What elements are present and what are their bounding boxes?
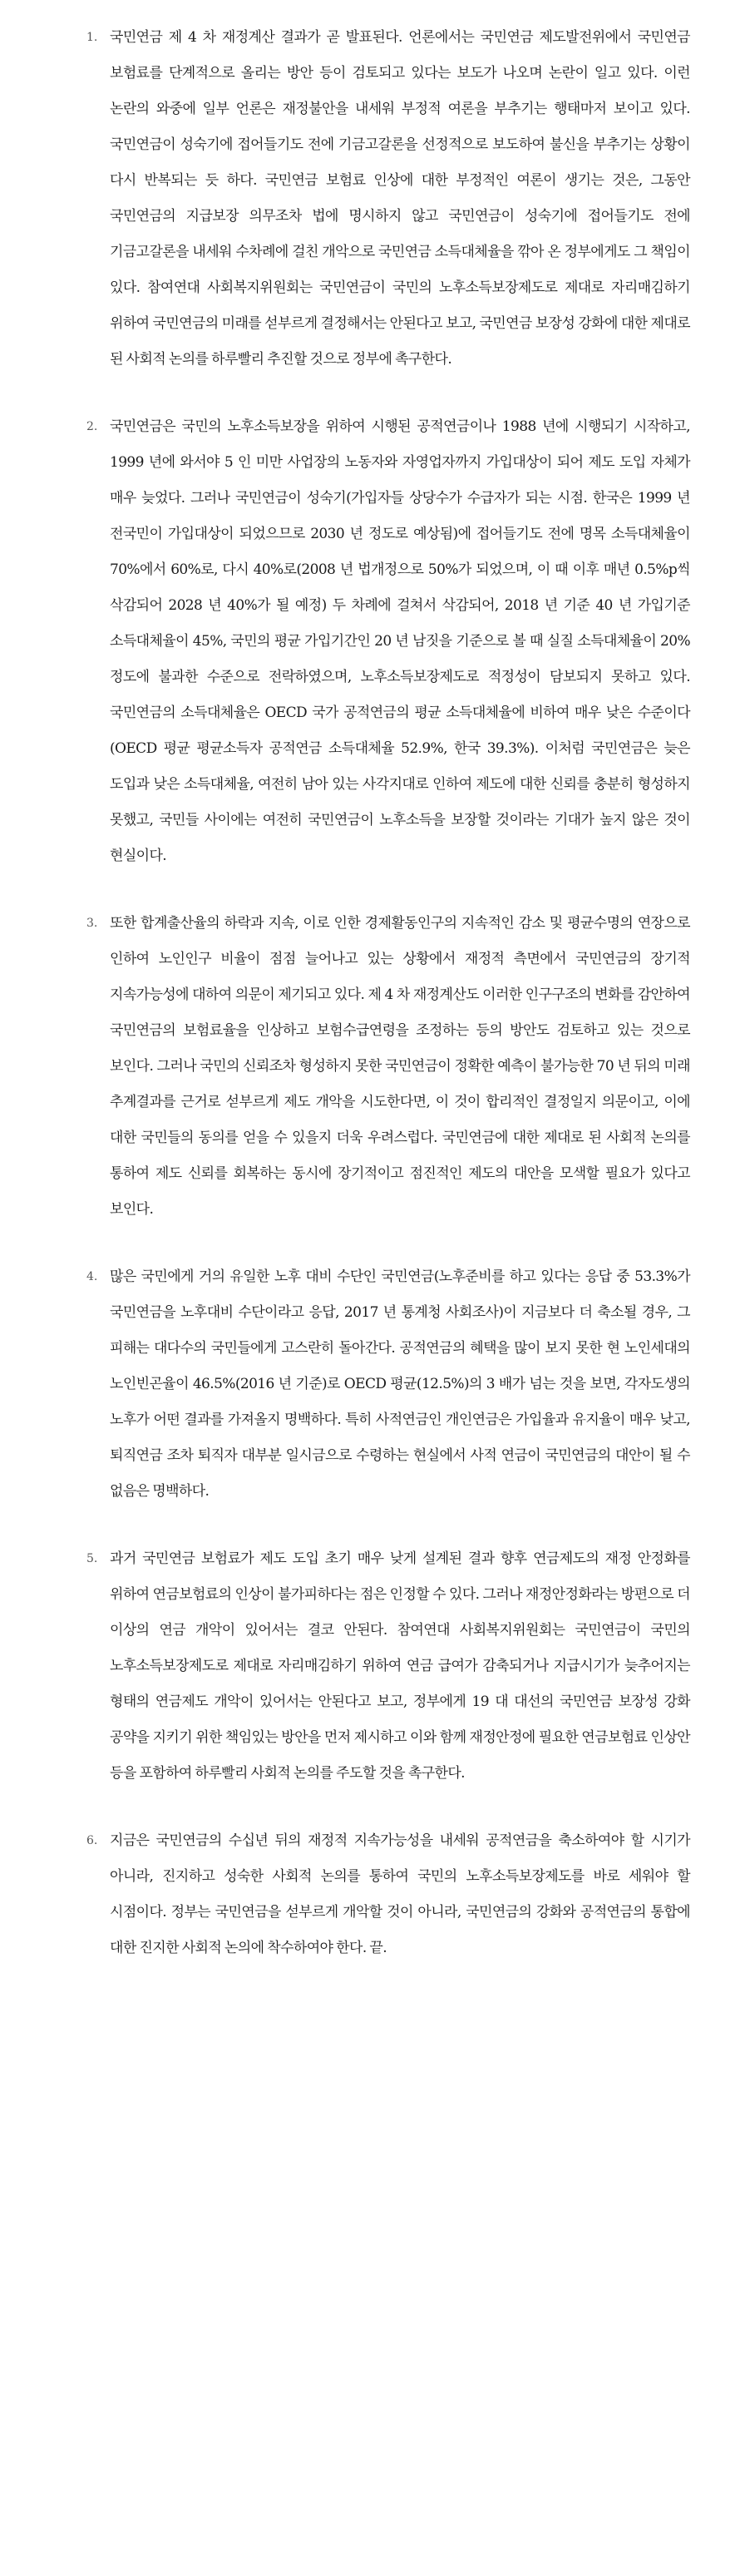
paragraph-number: 3. [86, 917, 98, 930]
paragraph-text: 많은 국민에게 거의 유일한 노후 대비 수단인 국민연금(노후준비를 하고 있다는 응답 중 53.3%가 국민연금을 노후대비 수단이라고 응답, 2017 년 통계청 사회조사)이 지금보다 더 축소될 경우, 그 피해는 대다수의 국민들에게 고스란히 돌아간다. 공적연금의 혜택을 많이 보지 못한 현 노인세대의 노인빈곤율이 46.5%(2016 년 기준)로 OECD 평균(12.5%)의 3 배가 넘는 것을 보면, 각자도생의 노후가 어떤 결과를 가져올지 명백하다. 특히 사적연금인 개인연금은 가입율과 유지율이 매우 낮고, 퇴직연금 조차 퇴직자 대부분 일시금으로 수령하는 현실에서 사적 연금이 국민연금의 대안이 될 수 없음은 명백하다. [110, 1268, 690, 1500]
paragraph-number: 5. [86, 1552, 98, 1565]
numbered-paragraph-list [80, 20, 690, 1966]
paragraph-item-3 [80, 906, 690, 1228]
paragraph-item-6 [80, 1823, 690, 1966]
paragraph-item-2 [80, 409, 690, 874]
paragraph-number: 2. [86, 420, 98, 433]
paragraph-text: 지금은 국민연금의 수십년 뒤의 재정적 지속가능성을 내세워 공적연금을 축소하여야 할 시기가 아니라, 진지하고 성숙한 사회적 논의를 통하여 국민의 노후소득보장제도를 바로 세워야 할 시점이다. 정부는 국민연금을 섣부르게 개악할 것이 아니라, 국민연금의 강화와 공적연금의 통합에 대한 진지한 사회적 논의에 착수하여야 한다. 끝. [110, 1832, 690, 1956]
paragraph-number: 4. [86, 1270, 98, 1283]
paragraph-number: 6. [86, 1834, 98, 1847]
paragraph-text: 국민연금은 국민의 노후소득보장을 위하여 시행된 공적연금이나 1988 년에 시행되기 시작하고, 1999 년에 와서야 5 인 미만 사업장의 노동자와 자영업자까지 가입대상이 되어 제도 도입 자체가 매우 늦었다. 그러나 국민연금이 성숙기(가입자들 상당수가 수급자가 되는 시점. 한국은 1999 년 전국민이 가입대상이 되었으므로 2030 년 정도로 예상됨)에 접어들기도 전에 명목 소득대체율이 70%에서 60%로, 다시 40%로(2008 년 법개정으로 50%가 되었으며, 이 때 이후 매년 0.5%p씩 삭감되어 2028 년 40%가 될 예정) 두 차례에 걸쳐서 삭감되어, 2018 년 기준 40 년 가입기준 소득대체율이 45%, 국민의 평균 가입기간인 20 년 남짓을 기준으로 볼 때 실질 소득대체율이 20% 정도에 불과한 수준으로 전락하였으며, 노후소득보장제도로 적정성이 담보되지 못하고 있다. 국민연금의 소득대체율은 OECD 국가 공적연금의 평균 소득대체율에 비하여 매우 낮은 수준이다(OECD 평균 평균소득자 공적연금 소득대체율 52.9%, 한국 39.3%). 이처럼 국민연금은 늦은 도입과 낮은 소득대체율, 여전히 남아 있는 사각지대로 인하여 제도에 대한 신뢰를 충분히 형성하지 못했고, 국민들 사이에는 여전히 국민연금이 노후소득을 보장할 것이라는 기대가 높지 않은 것이 현실이다. [110, 418, 690, 864]
paragraph-item-1 [80, 20, 690, 378]
paragraph-text: 국민연금 제 4 차 재정계산 결과가 곧 발표된다. 언론에서는 국민연금 제도발전위에서 국민연금 보험료를 단계적으로 올리는 방안 등이 검토되고 있다는 보도가 나오며 논란이 일고 있다. 이런 논란의 와중에 일부 언론은 재정불안을 내세워 부정적 여론을 부추기는 행태마저 보이고 있다. 국민연금이 성숙기에 접어들기도 전에 기금고갈론을 선정적으로 보도하여 불신을 부추기는 상황이 다시 반복되는 듯 하다. 국민연금 보험료 인상에 대한 부정적인 여론이 생기는 것은, 그동안 국민연금의 지급보장 의무조차 법에 명시하지 않고 국민연금이 성숙기에 접어들기도 전에 기금고갈론을 내세워 수차례에 걸친 개악으로 국민연금 소득대체율을 깎아 온 정부에게도 그 책임이 있다. 참여연대 사회복지위원회는 국민연금이 국민의 노후소득보장제도로 제대로 자리매김하기 위하여 국민연금의 미래를 섣부르게 결정해서는 안된다고 보고, 국민연금 보장성 강화에 대한 제대로 된 사회적 논의를 하루빨리 추진할 것으로 정부에 촉구한다. [110, 29, 690, 368]
paragraph-text: 또한 합계출산율의 하락과 지속, 이로 인한 경제활동인구의 지속적인 감소 및 평균수명의 연장으로 인하여 노인인구 비율이 점점 늘어나고 있는 상황에서 재정적 측면에서 국민연금의 장기적 지속가능성에 대하여 의문이 제기되고 있다. 제 4 차 재정계산도 이러한 인구구조의 변화를 감안하여 국민연금의 보험료율을 인상하고 보험수급연령을 조정하는 등의 방안도 검토하고 있는 것으로 보인다. 그러나 국민의 신뢰조차 형성하지 못한 국민연금이 정확한 예측이 불가능한 70 년 뒤의 미래 추계결과를 근거로 섣부르게 제도 개악을 시도한다면, 이 것이 합리적인 결정일지 의문이고, 이에 대한 국민들의 동의를 얻을 수 있을지 더욱 우려스럽다. 국민연금에 대한 제대로 된 사회적 논의를 통하여 제도 신뢰를 회복하는 동시에 장기적이고 점진적인 제도의 대안을 모색할 필요가 있다고 보인다. [110, 915, 690, 1218]
paragraph-item-4 [80, 1259, 690, 1510]
paragraph-item-5 [80, 1541, 690, 1792]
paragraph-number: 1. [86, 31, 98, 44]
paragraph-text: 과거 국민연금 보험료가 제도 도입 초기 매우 낮게 설계된 결과 향후 연금제도의 재정 안정화를 위하여 연금보험료의 인상이 불가피하다는 점은 인정할 수 있다. 그러나 재정안정화라는 방편으로 더 이상의 연금 개악이 있어서는 결코 안된다. 참여연대 사회복지위원회는 국민연금이 국민의 노후소득보장제도로 제대로 자리매김하기 위하여 연금 급여가 감축되거나 지급시기가 늦추어지는 형태의 연금제도 개악이 있어서는 안된다고 보고, 정부에게 19 대 대선의 국민연금 보장성 강화 공약을 지키기 위한 책임있는 방안을 먼저 제시하고 이와 함께 재정안정에 필요한 연금보험료 인상안 등을 포함하여 하루빨리 사회적 논의를 주도할 것을 촉구한다. [110, 1550, 690, 1782]
